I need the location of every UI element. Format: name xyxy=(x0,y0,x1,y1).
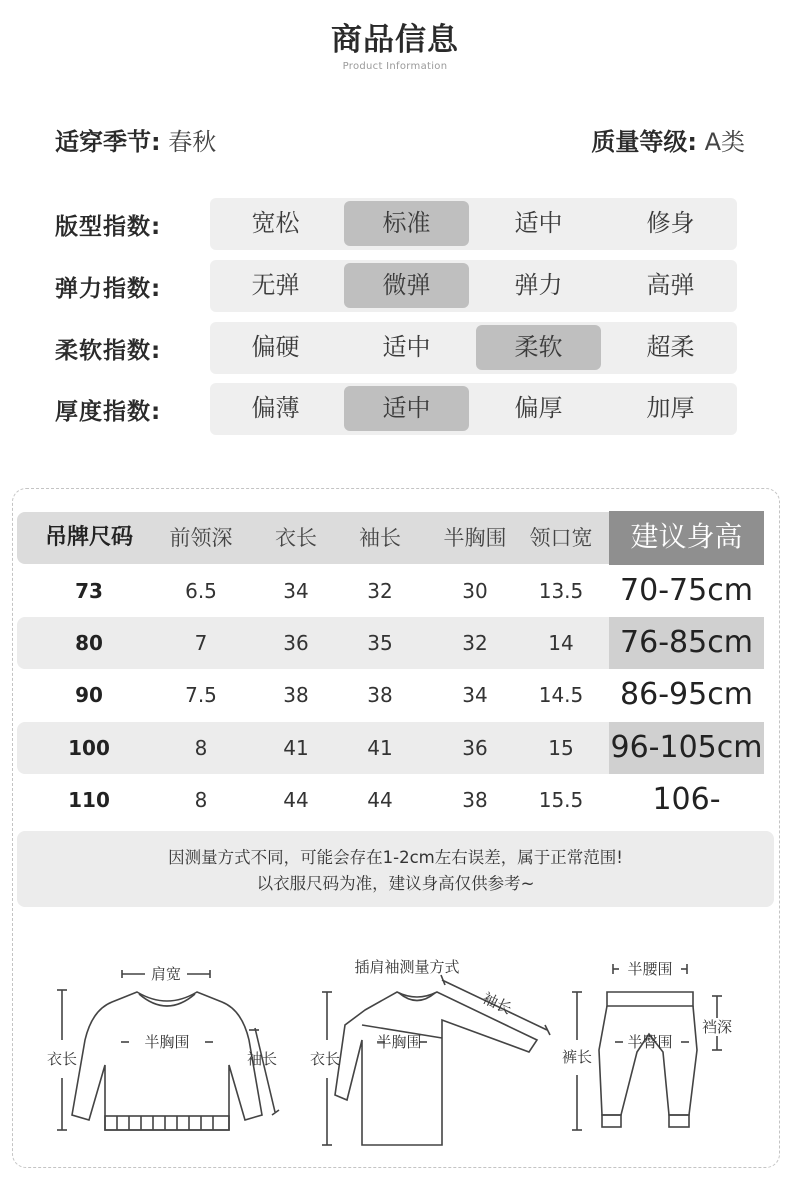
index-option: 适中 xyxy=(514,209,563,237)
season-label: 适穿季节: xyxy=(55,128,161,156)
pants-rise-label: 裆深 xyxy=(701,1018,733,1036)
index-row xyxy=(55,260,745,312)
index-option-selected: 适中 xyxy=(344,386,469,431)
index-option: 偏厚 xyxy=(514,394,563,422)
table-cell: 34 xyxy=(462,683,488,707)
size-table-header xyxy=(17,512,609,564)
table-cell: 15.5 xyxy=(538,788,584,812)
table-cell: 7.5 xyxy=(185,683,217,707)
diagram-svg xyxy=(17,930,774,1160)
size-code-cell: 73 xyxy=(75,579,103,603)
measurement-notice xyxy=(17,831,774,907)
index-option: 适中 xyxy=(382,333,431,361)
raglan-chest-label: 半胸围 xyxy=(376,1033,422,1051)
raglan-length-label: 衣长 xyxy=(309,1050,341,1068)
header-cell: 半胸围 xyxy=(443,526,507,550)
quality-label: 质量等级: xyxy=(591,128,697,156)
table-cell: 44 xyxy=(367,788,393,812)
table-cell: 8 xyxy=(194,788,208,812)
index-option: 修身 xyxy=(646,209,695,237)
header-cell: 前领深 xyxy=(169,526,233,550)
index-label: 弹力指数: xyxy=(55,276,162,302)
table-cell: 8 xyxy=(194,736,208,760)
table-cell: 36 xyxy=(283,631,309,655)
size-code-cell: 110 xyxy=(68,788,110,812)
raglan-diagram xyxy=(322,975,550,1145)
index-option: 超柔 xyxy=(646,333,695,361)
section-header xyxy=(0,14,790,72)
table-cell: 35 xyxy=(367,631,393,655)
recommended-height-cell: 76-85cm xyxy=(609,617,764,669)
product-meta-row xyxy=(55,122,745,156)
table-row xyxy=(17,669,764,721)
table-cell: 38 xyxy=(462,788,488,812)
recommended-height-cell: 96-105cm xyxy=(609,722,764,774)
index-label: 柔软指数: xyxy=(55,338,162,364)
size-code-cell: 90 xyxy=(75,683,103,707)
index-option: 宽松 xyxy=(251,209,300,237)
table-cell: 34 xyxy=(283,579,309,603)
notice-line-1: 因测量方式不同，可能会存在1-2cm左右误差，属于正常范围! xyxy=(168,848,623,867)
index-option: 弹力 xyxy=(514,271,563,299)
table-row xyxy=(17,774,764,826)
table-cell: 38 xyxy=(367,683,393,707)
index-row xyxy=(55,322,745,374)
table-row xyxy=(17,617,764,669)
quality-value: A类 xyxy=(704,128,745,156)
recommended-height-cell: 70-75cm xyxy=(620,573,753,608)
size-code-cell: 100 xyxy=(68,736,110,760)
notice-line-2: 以衣服尺码为准，建议身高仅供参考~ xyxy=(256,874,535,893)
header-cell: 领口宽 xyxy=(529,526,593,550)
section-title: 商品信息 xyxy=(331,22,459,58)
measurement-diagrams xyxy=(17,930,774,1160)
table-cell: 41 xyxy=(367,736,393,760)
pants-hip-label: 半臀围 xyxy=(627,1033,673,1051)
season-info xyxy=(55,122,216,157)
table-cell: 32 xyxy=(462,631,488,655)
table-cell: 30 xyxy=(462,579,488,603)
header-cell: 衣长 xyxy=(275,526,317,550)
index-row xyxy=(55,383,745,435)
season-value: 春秋 xyxy=(168,128,217,156)
sweater-shoulder-label: 肩宽 xyxy=(150,965,182,983)
recommended-height-cell: 106- xyxy=(652,782,721,817)
index-track xyxy=(210,383,737,435)
table-cell: 14 xyxy=(548,631,574,655)
table-cell: 44 xyxy=(283,788,309,812)
table-row xyxy=(17,565,764,617)
index-option: 高弹 xyxy=(646,271,695,299)
table-cell: 41 xyxy=(283,736,309,760)
table-cell: 36 xyxy=(462,736,488,760)
section-subtitle: Product Information xyxy=(342,61,448,72)
index-option: 无弹 xyxy=(251,271,300,299)
table-row xyxy=(17,722,764,774)
index-label: 厚度指数: xyxy=(55,399,162,425)
index-option: 加厚 xyxy=(646,394,695,422)
index-track xyxy=(210,260,737,312)
pants-waist-label: 半腰围 xyxy=(627,960,673,978)
table-cell: 14.5 xyxy=(538,683,584,707)
recommended-height-cell: 86-95cm xyxy=(620,677,753,712)
index-row xyxy=(55,198,745,250)
table-cell: 32 xyxy=(367,579,393,603)
sweater-length-label: 衣长 xyxy=(46,1050,78,1068)
table-cell: 13.5 xyxy=(538,579,584,603)
table-cell: 38 xyxy=(283,683,309,707)
header-cell-height: 建议身高 xyxy=(609,511,764,565)
index-option-selected: 微弹 xyxy=(344,263,469,308)
index-option: 偏硬 xyxy=(251,333,300,361)
sweater-chest-label: 半胸围 xyxy=(144,1033,190,1051)
index-label: 版型指数: xyxy=(55,214,162,240)
index-option-selected: 柔软 xyxy=(476,325,601,370)
index-option: 偏薄 xyxy=(251,394,300,422)
table-cell: 7 xyxy=(194,631,208,655)
header-cell: 袖长 xyxy=(359,526,401,550)
raglan-method-label: 插肩袖测量方式 xyxy=(354,958,460,976)
pants-length-label: 裤长 xyxy=(561,1048,593,1066)
size-code-cell: 80 xyxy=(75,631,103,655)
index-option-selected: 标准 xyxy=(344,201,469,246)
index-track xyxy=(210,322,737,374)
table-cell: 15 xyxy=(548,736,574,760)
quality-info xyxy=(591,122,745,157)
sweater-sleeve-label: 袖长 xyxy=(246,1050,278,1068)
table-cell: 6.5 xyxy=(185,579,217,603)
header-cell: 吊牌尺码 xyxy=(44,525,133,550)
index-track xyxy=(210,198,737,250)
raglan-sleeve-label: 袖长 xyxy=(479,988,515,1018)
